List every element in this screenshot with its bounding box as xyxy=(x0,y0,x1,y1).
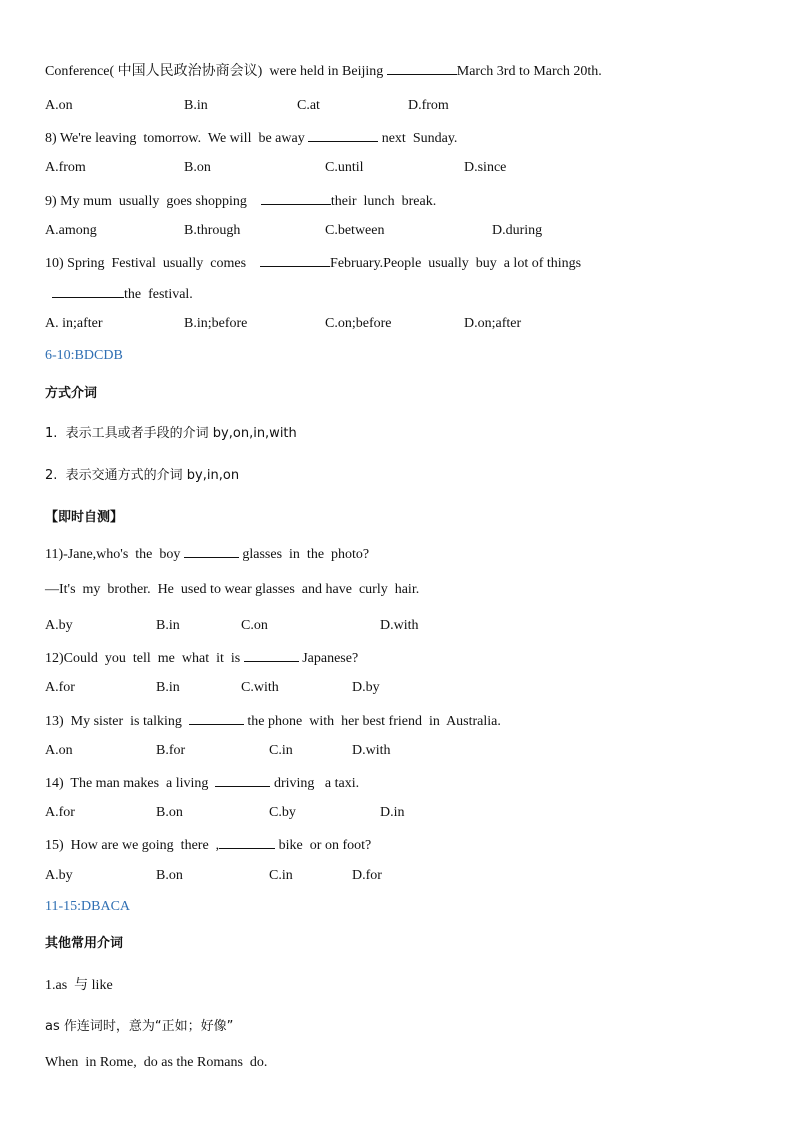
question-10-stem xyxy=(45,253,581,273)
option-d: D.since xyxy=(464,160,507,175)
question-11-reply: —It's my brother. He used to wear glasses and have curly hair. xyxy=(45,582,420,597)
option-c: C.in xyxy=(269,743,293,758)
question-7-stem xyxy=(45,61,602,81)
option-a: A. in;after xyxy=(45,316,103,331)
question-13-text-b: the phone with her best friend in Australia. xyxy=(243,714,501,729)
option-d: D.during xyxy=(492,223,543,238)
question-13-stem xyxy=(45,711,501,731)
option-b: B.through xyxy=(184,223,241,238)
question-7-text-a: Conference( 中国人民政治协商会议) were held in Beijing xyxy=(45,64,387,79)
option-b: B.in xyxy=(156,618,180,633)
option-d: D.for xyxy=(352,868,382,883)
answer-key-6-10: 6-10:BDCDB xyxy=(45,348,123,363)
question-12-text-b: Japanese? xyxy=(298,651,359,666)
self-test-heading: 【即时自测】 xyxy=(45,510,124,525)
question-11-text-a: 11)-Jane,who's the boy xyxy=(45,547,184,562)
question-10-stem-cont xyxy=(52,284,193,304)
other-point-2: as 作连词时，意为“正如；好像” xyxy=(45,1019,234,1034)
option-a: A.for xyxy=(45,805,75,820)
question-8-text-a: 8) We're leaving tomorrow. We will be away xyxy=(45,131,309,146)
option-b: B.for xyxy=(156,743,186,758)
question-15-text-b: bike or on foot? xyxy=(275,838,372,853)
option-b: B.on xyxy=(156,805,183,820)
section-heading-other: 其他常用介词 xyxy=(45,936,124,951)
question-11-text-b: glasses in the photo? xyxy=(238,547,370,562)
option-c: C.between xyxy=(325,223,385,238)
manner-point-2: 2. 表示交通方式的介词 by,in,on xyxy=(45,468,240,483)
option-d: D.with xyxy=(380,618,419,633)
answer-blank xyxy=(308,128,378,142)
option-d: D.by xyxy=(352,680,380,695)
answer-blank xyxy=(189,711,244,725)
question-9-stem xyxy=(45,191,436,211)
option-d: D.from xyxy=(408,98,449,113)
option-c: C.until xyxy=(325,160,364,175)
question-12-text-a: 12)Could you tell me what it is xyxy=(45,651,244,666)
question-8-text-b: next Sunday. xyxy=(378,131,458,146)
answer-blank xyxy=(52,284,124,298)
question-12-stem xyxy=(45,648,358,668)
question-15-stem xyxy=(45,835,371,855)
other-point-1: 1.as 与 like xyxy=(45,978,113,993)
question-9-text-b: their lunch break. xyxy=(330,194,437,209)
question-7-text-b: March 3rd to March 20th. xyxy=(456,64,602,79)
answer-blank xyxy=(387,61,457,75)
option-d: D.on;after xyxy=(464,316,522,331)
option-a: A.by xyxy=(45,618,73,633)
option-a: A.on xyxy=(45,743,73,758)
question-14-stem xyxy=(45,773,359,793)
question-10-text-b: February.People usually buy a lot of things xyxy=(330,256,582,271)
option-d: D.with xyxy=(352,743,391,758)
question-9-text-a: 9) My mum usually goes shopping xyxy=(45,194,261,209)
option-a: A.for xyxy=(45,680,75,695)
option-b: B.on xyxy=(156,868,183,883)
option-b: B.on xyxy=(184,160,211,175)
question-14-text-b: driving a taxi. xyxy=(270,776,360,791)
option-a: A.among xyxy=(45,223,97,238)
answer-key-11-15: 11-15:DBACA xyxy=(45,899,131,914)
option-c: C.at xyxy=(297,98,320,113)
option-b: B.in xyxy=(184,98,208,113)
answer-blank xyxy=(215,773,270,787)
question-11-stem xyxy=(45,544,369,564)
option-a: A.by xyxy=(45,868,73,883)
option-b: B.in;before xyxy=(184,316,248,331)
option-c: C.on xyxy=(241,618,268,633)
manner-point-1: 1. 表示工具或者手段的介词 by,on,in,with xyxy=(45,426,297,441)
option-c: C.by xyxy=(269,805,296,820)
answer-blank xyxy=(260,253,330,267)
question-15-text-a: 15) How are we going there , xyxy=(45,838,220,853)
option-d: D.in xyxy=(380,805,405,820)
option-a: A.on xyxy=(45,98,73,113)
question-10-text-a: 10) Spring Festival usually comes xyxy=(45,256,261,271)
answer-blank xyxy=(244,648,299,662)
option-a: A.from xyxy=(45,160,86,175)
answer-blank xyxy=(219,835,275,849)
answer-blank xyxy=(261,191,331,205)
question-8-stem xyxy=(45,128,457,148)
option-c: C.with xyxy=(241,680,279,695)
option-c: C.in xyxy=(269,868,293,883)
option-b: B.in xyxy=(156,680,180,695)
question-13-text-a: 13) My sister is talking xyxy=(45,714,189,729)
answer-blank xyxy=(184,544,239,558)
section-heading-manner: 方式介词 xyxy=(45,386,98,401)
example-sentence: When in Rome, do as the Romans do. xyxy=(45,1055,268,1070)
option-c: C.on;before xyxy=(325,316,392,331)
question-10-text-c: the festival. xyxy=(124,287,193,302)
question-14-text-a: 14) The man makes a living xyxy=(45,776,216,791)
